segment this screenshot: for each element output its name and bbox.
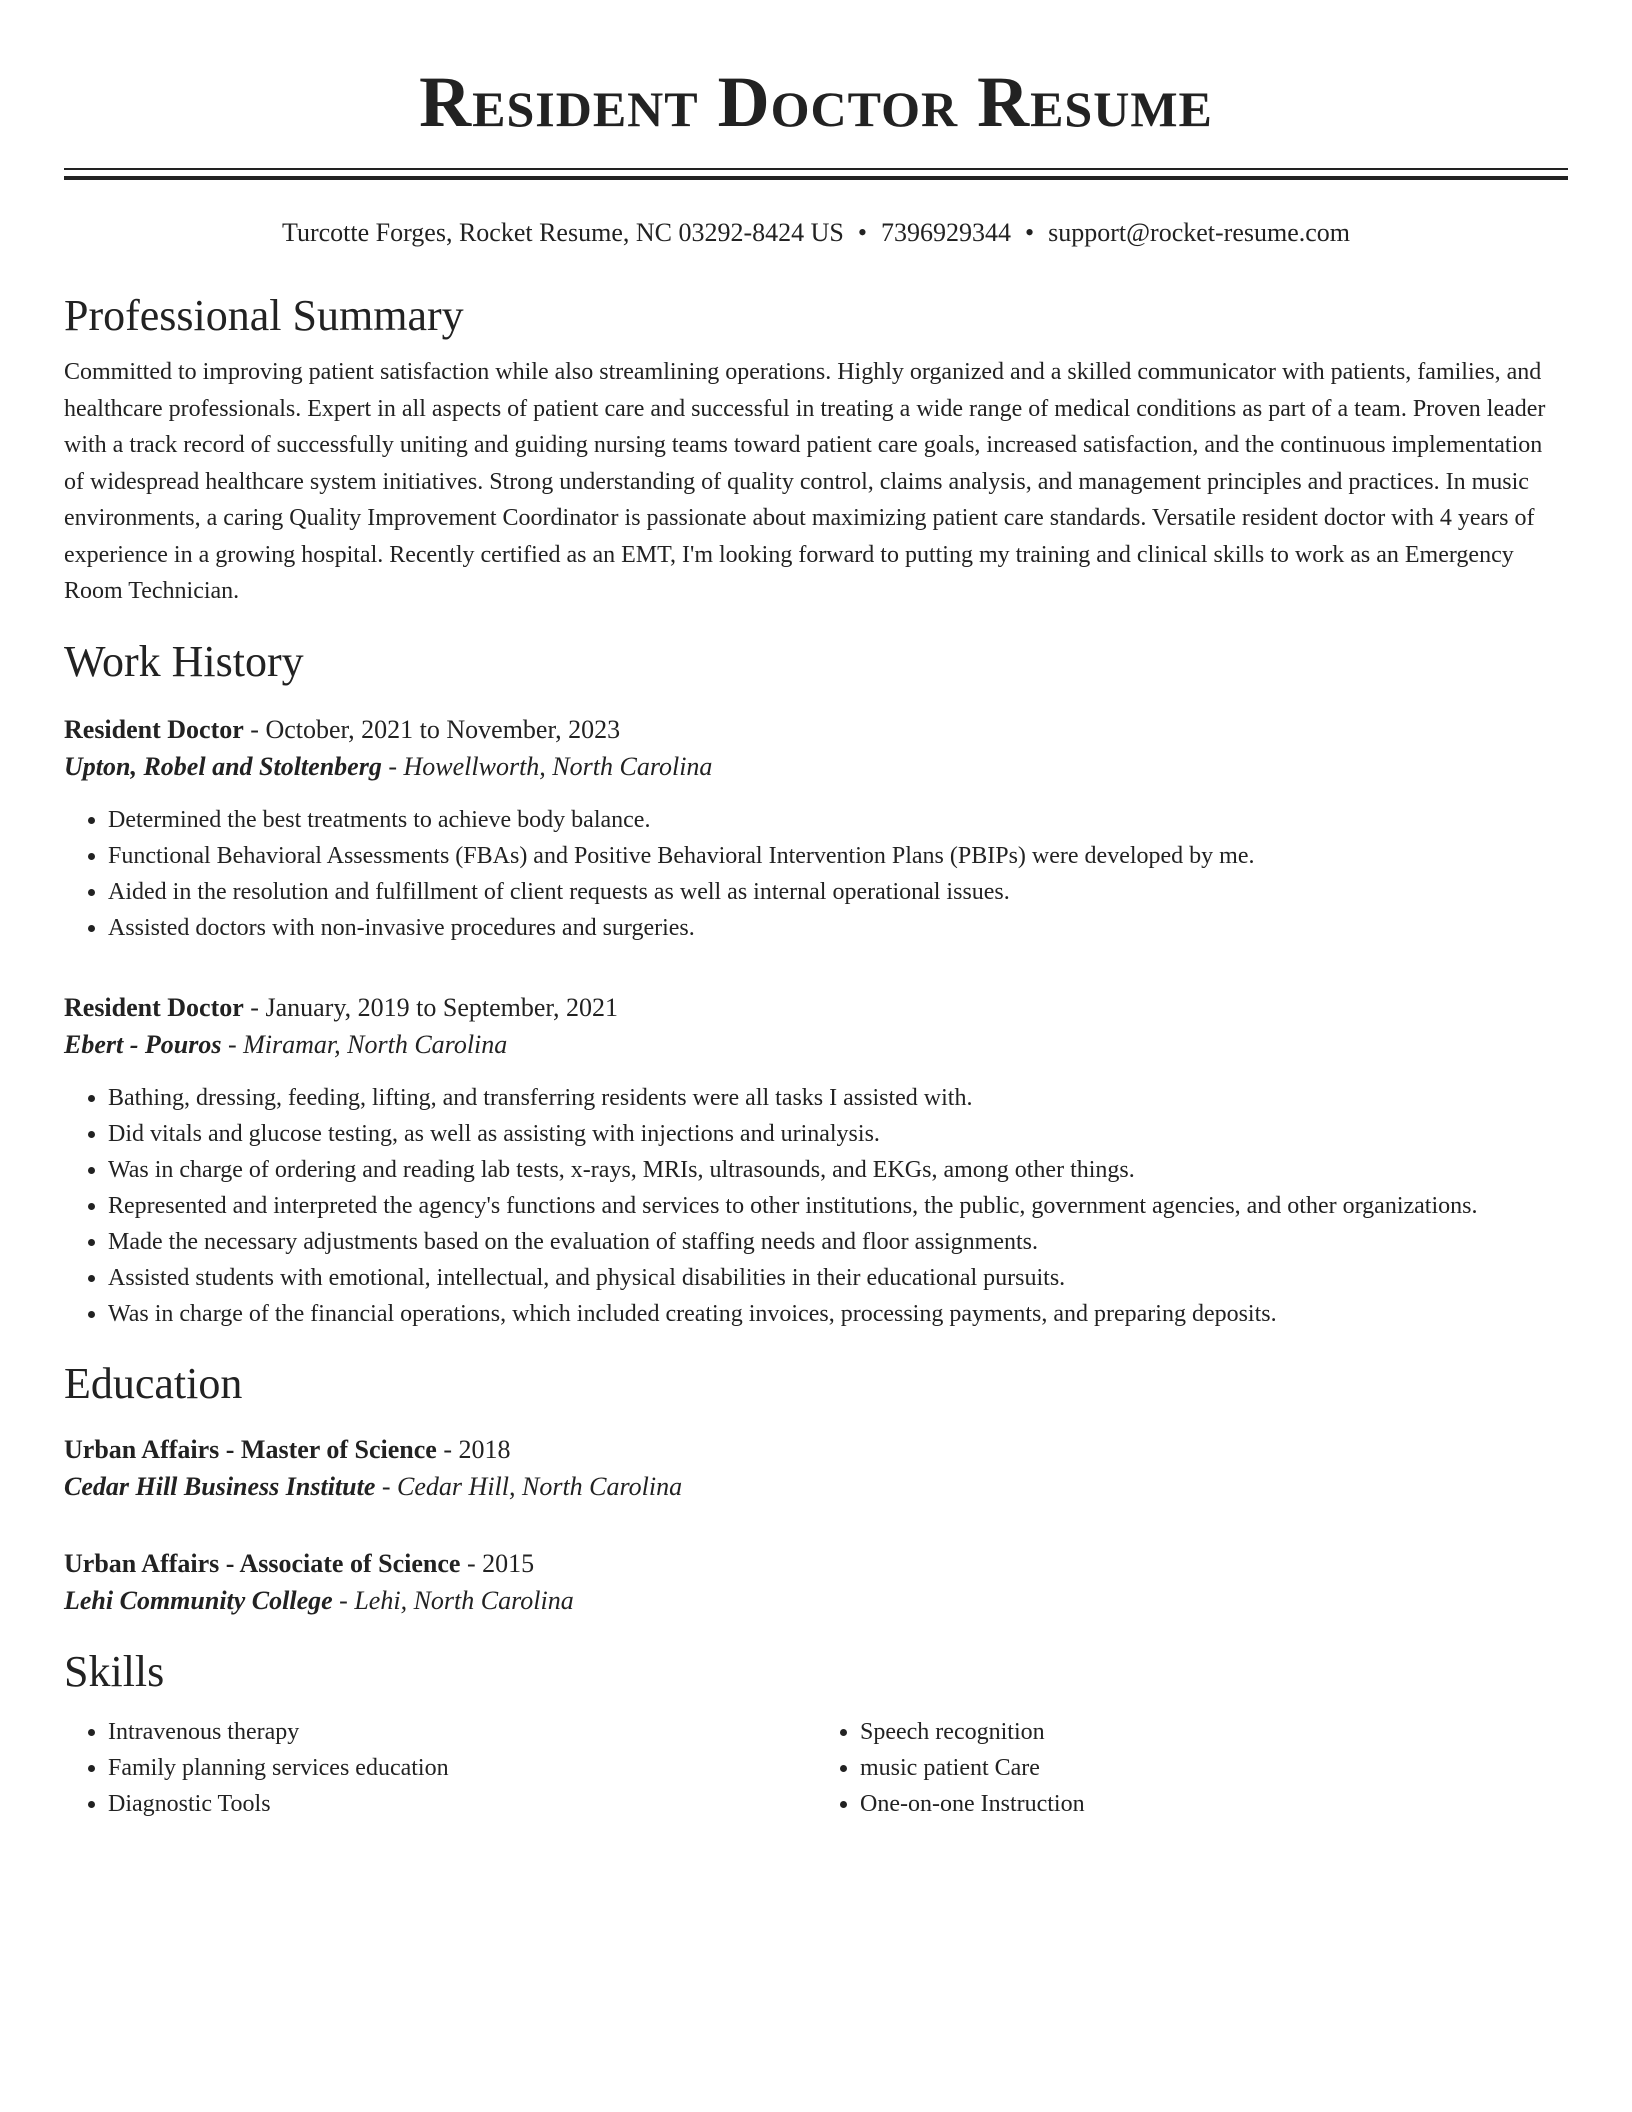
job-title: Resident Doctor bbox=[64, 992, 244, 1022]
dash: - bbox=[460, 1548, 483, 1578]
list-item: • Was in charge of ordering and reading lab tests, x-rays, MRIs, ultrasounds, and EKGs, among other things. bbox=[108, 1152, 1568, 1188]
degree-line bbox=[64, 1432, 1568, 1468]
skill-item: • Speech recognition bbox=[860, 1714, 1568, 1750]
graduation-year: 2015 bbox=[482, 1548, 535, 1578]
contact-address: Turcotte Forges, Rocket Resume, NC 03292-8424 US bbox=[281, 218, 844, 247]
school-name: Cedar Hill Business Institute bbox=[64, 1471, 376, 1501]
school-name: Lehi Community College bbox=[64, 1585, 333, 1615]
dash: - bbox=[243, 992, 266, 1022]
job-employer-line bbox=[64, 1026, 1568, 1064]
dash: - bbox=[375, 1471, 398, 1501]
job-dates: October, 2021 to November, 2023 bbox=[265, 714, 621, 744]
school-location: Lehi, North Carolina bbox=[354, 1585, 574, 1615]
skill-item: • music patient Care bbox=[860, 1750, 1568, 1786]
skills-heading: Skills bbox=[64, 1646, 165, 1696]
contact-email: support@rocket-resume.com bbox=[1048, 218, 1351, 247]
list-item: • Bathing, dressing, feeding, lifting, and transferring residents were all tasks I assisted with. bbox=[108, 1080, 1568, 1116]
degree: Urban Affairs - Master of Science bbox=[64, 1434, 437, 1464]
school-location: Cedar Hill, North Carolina bbox=[397, 1471, 683, 1501]
divider-thin-line bbox=[64, 168, 1568, 170]
dash: - bbox=[221, 1029, 244, 1059]
skills-list-left bbox=[64, 1714, 816, 1822]
skill-item: • One-on-one Instruction bbox=[860, 1786, 1568, 1822]
contact-separator: • bbox=[1024, 218, 1035, 247]
job-location: Miramar, North Carolina bbox=[243, 1029, 508, 1059]
job-duties-list bbox=[64, 802, 1568, 946]
school-line bbox=[64, 1468, 1568, 1506]
job-dates: January, 2019 to September, 2021 bbox=[265, 992, 619, 1022]
job-title-line bbox=[64, 990, 1568, 1026]
divider-thick-line bbox=[64, 176, 1568, 180]
degree-line bbox=[64, 1546, 1568, 1582]
dash: - bbox=[332, 1585, 355, 1615]
education-entry bbox=[64, 1546, 1568, 1620]
list-item: • Made the necessary adjustments based on the evaluation of staffing needs and floor assignments. bbox=[108, 1224, 1568, 1260]
skill-item: • Diagnostic Tools bbox=[108, 1786, 816, 1822]
education-entry bbox=[64, 1432, 1568, 1506]
list-item: • Did vitals and glucose testing, as well as assisting with injections and urinalysis. bbox=[108, 1116, 1568, 1152]
work-history-heading: Work History bbox=[64, 636, 304, 686]
job-title-line bbox=[64, 712, 1568, 748]
title-divider bbox=[64, 168, 1568, 180]
job-employer: Ebert - Pouros bbox=[64, 1029, 222, 1059]
list-item: • Determined the best treatments to achieve body balance. bbox=[108, 802, 1568, 838]
job-employer: Upton, Robel and Stoltenberg bbox=[64, 751, 382, 781]
dash: - bbox=[381, 751, 404, 781]
summary-text: Committed to improving patient satisfaction while also streamlining operations. Highly organized and a skilled communicator with patients, families, and healthcare professionals. Expert in all aspects of patient care and successful in treating a wide range of medical conditions as part of a team. Proven leader with a track record of successfully uniting and guiding nursing teams toward patient care goals, increased satisfaction, and the continuous implementation of widespread healthcare system initiatives. Strong understanding of quality control, claims analysis, and management principles and practices. In music environments, a caring Quality Improvement Coordinator is passionate about maximizing patient care standards. Versatile resident doctor with 4 years of experience in a growing hospital. Recently certified as an EMT, I'm looking forward to putting my training and clinical skills to work as an Emergency Room Technician. bbox=[64, 359, 1546, 604]
list-item: • Assisted students with emotional, intellectual, and physical disabilities in their educational pursuits. bbox=[108, 1260, 1568, 1296]
education-heading: Education bbox=[64, 1358, 243, 1408]
contact-separator: • bbox=[857, 218, 867, 247]
list-item: • Functional Behavioral Assessments (FBAs) and Positive Behavioral Intervention Plans (PBIPs) were developed by me. bbox=[108, 838, 1568, 874]
skills-list-right bbox=[816, 1714, 1568, 1822]
resume-title: Resident Doctor Resume bbox=[419, 62, 1213, 142]
graduation-year: 2018 bbox=[458, 1434, 511, 1464]
dash: - bbox=[243, 714, 266, 744]
summary-heading: Professional Summary bbox=[64, 291, 464, 340]
job-title: Resident Doctor bbox=[64, 714, 244, 744]
job-location: Howellworth, North Carolina bbox=[403, 751, 713, 781]
list-item: • Assisted doctors with non-invasive procedures and surgeries. bbox=[108, 910, 1568, 946]
job-duties-list bbox=[64, 1080, 1568, 1332]
skills-columns bbox=[64, 1714, 1568, 1822]
list-item: • Aided in the resolution and fulfillment of client requests as well as internal operational issues. bbox=[108, 874, 1568, 910]
contact-line bbox=[64, 216, 1568, 250]
skill-item: • Family planning services education bbox=[108, 1750, 816, 1786]
dash: - bbox=[436, 1434, 459, 1464]
job-entry bbox=[64, 990, 1568, 1332]
list-item: • Was in charge of the financial operations, which included creating invoices, processing payments, and preparing deposits. bbox=[108, 1296, 1568, 1332]
job-employer-line bbox=[64, 748, 1568, 786]
job-entry bbox=[64, 712, 1568, 946]
skill-item: • Intravenous therapy bbox=[108, 1714, 816, 1750]
degree: Urban Affairs - Associate of Science bbox=[64, 1548, 461, 1578]
list-item: • Represented and interpreted the agency's functions and services to other institutions, the public, government agencies, and other organizations. bbox=[108, 1188, 1568, 1224]
school-line bbox=[64, 1582, 1568, 1620]
contact-phone: 7396929344 bbox=[880, 218, 1011, 247]
